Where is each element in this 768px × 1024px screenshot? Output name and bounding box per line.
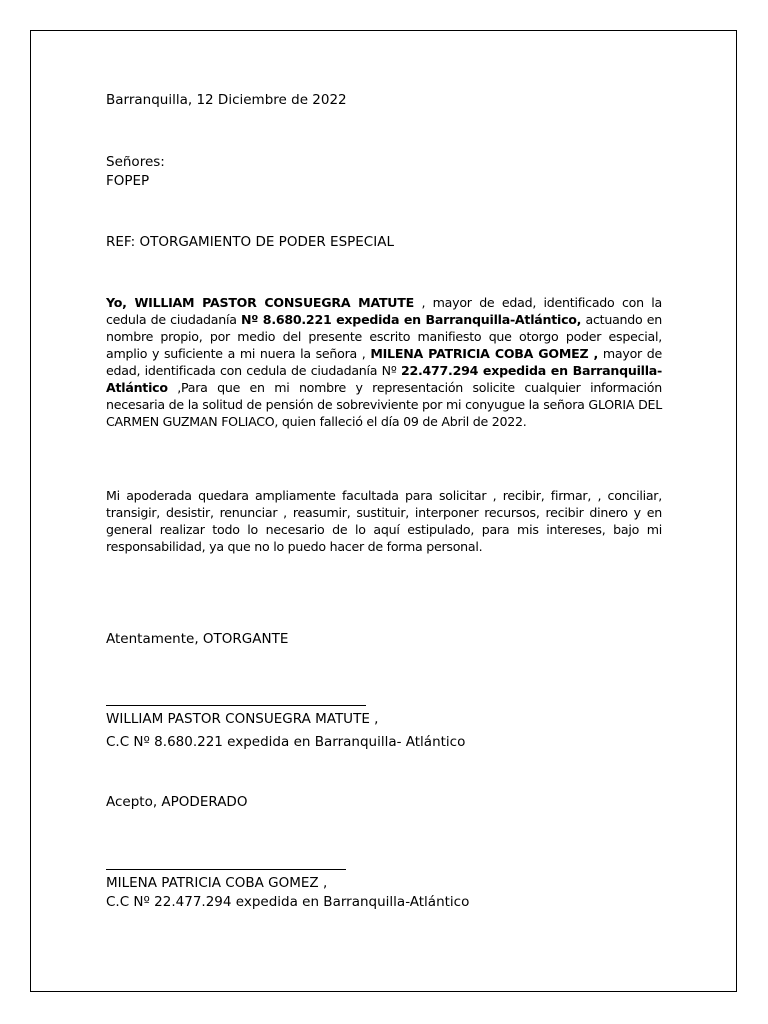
body-paragraph-2: Mi apoderada quedara ampliamente facultada para solicitar , recibir, firmar, , conciliar, transigir, desistir, renunciar , reasumir, sustituir, interponer recursos, recibir dinero y en general realizar todo lo necesario de lo aquí estipulado, para mis intereses, bajo mi responsabilidad, ya que no lo puedo hacer de forma personal.	[106, 488, 662, 554]
body-paragraph-1	[106, 294, 662, 430]
attorney-name: MILENA PATRICIA COBA GOMEZ ,	[106, 875, 328, 891]
reference-line: REF: OTORGAMIENTO DE PODER ESPECIAL	[106, 234, 394, 250]
salutation: Señores:	[106, 154, 165, 170]
attorney-id-line: C.C Nº 22.477.294 expedida en Barranquilla-Atlántico	[106, 894, 470, 910]
body-text-3: mayor de edad, identificada con cedula de ciudadanía Nº	[106, 346, 662, 378]
closing-line: Atentamente, OTORGANTE	[106, 631, 289, 647]
acceptance-line: Acepto, APODERADO	[106, 794, 248, 810]
body-text-4: ,Para que en mi nombre y representación solicite cualquier información necesaria de la solitud de pensión de sobreviviente por mi conyugue la señora GLORIA DEL CARMEN GUZMAN FOLIACO, quien falleció el día 09 de Abril de 2022.	[106, 380, 662, 429]
date-line: Barranquilla, 12 Diciembre de 2022	[106, 92, 347, 108]
attorney-id-inline: 22.477.294 expedida en Barranquilla-Atlántico	[106, 363, 662, 395]
attorney-name-inline: MILENA PATRICIA COBA GOMEZ ,	[370, 346, 599, 361]
body-text-2: actuando en nombre propio, por medio del presente escrito manifiesto que otorgo poder especial, amplio y suficiente a mi nuera la señora ,	[106, 312, 662, 361]
recipient: FOPEP	[106, 173, 150, 189]
grantor-id: Nº 8.680.221 expedida en Barranquilla-Atlántico,	[241, 312, 582, 327]
grantor-intro: Yo, WILLIAM PASTOR CONSUEGRA MATUTE	[106, 295, 414, 310]
attorney-signature-line	[106, 869, 346, 870]
grantor-signature-line	[106, 705, 366, 706]
grantor-id-line: C.C Nº 8.680.221 expedida en Barranquilla- Atlántico	[106, 734, 466, 750]
body-text-1: , mayor de edad, identificado con la cedula de ciudadanía	[106, 295, 662, 327]
grantor-name: WILLIAM PASTOR CONSUEGRA MATUTE ,	[106, 711, 379, 727]
